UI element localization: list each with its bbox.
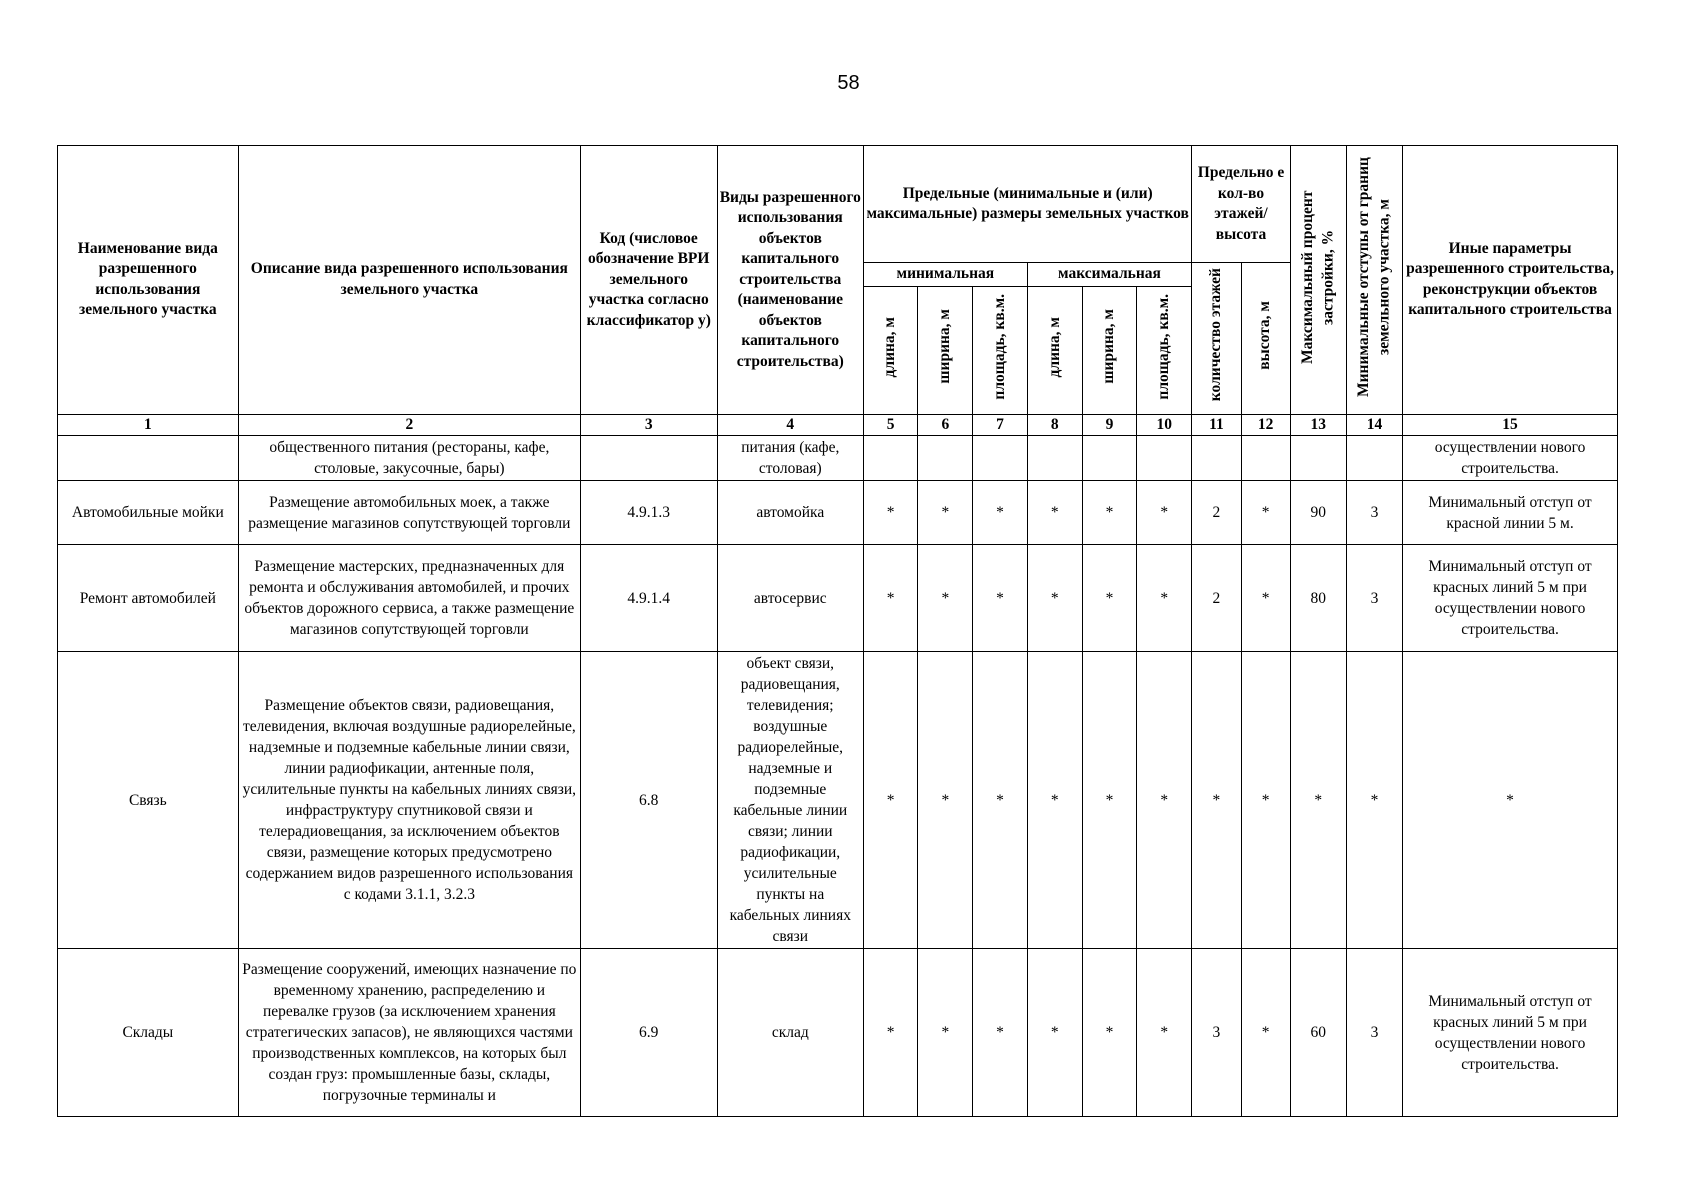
cell-value: * bbox=[1192, 652, 1241, 949]
cell-code bbox=[580, 436, 717, 481]
cell-value: * bbox=[1137, 949, 1192, 1117]
header-length-min: длина, м bbox=[864, 286, 918, 414]
table-row bbox=[58, 949, 1618, 1117]
cell-value: 2 bbox=[1192, 481, 1241, 545]
cell-value bbox=[1346, 436, 1402, 481]
table-row bbox=[58, 545, 1618, 652]
cell-types: склад bbox=[717, 949, 864, 1117]
cell-other: Минимальный отступ от красной линии 5 м. bbox=[1403, 481, 1618, 545]
header-floors-count: количество этажей bbox=[1192, 263, 1241, 415]
column-number: 4 bbox=[717, 414, 864, 436]
cell-code: 6.8 bbox=[580, 652, 717, 949]
cell-value: * bbox=[864, 481, 918, 545]
cell-types: питания (кафе, столовая) bbox=[717, 436, 864, 481]
cell-other: осуществлении нового строительства. bbox=[1403, 436, 1618, 481]
cell-value bbox=[1027, 436, 1082, 481]
cell-value: 3 bbox=[1192, 949, 1241, 1117]
header-name: Наименование вида разрешенного использования земельного участка bbox=[58, 146, 239, 415]
cell-name: Склады bbox=[58, 949, 239, 1117]
cell-value: * bbox=[918, 949, 973, 1117]
cell-value bbox=[1290, 436, 1346, 481]
page-number: 58 bbox=[837, 72, 860, 94]
cell-value: * bbox=[1241, 949, 1290, 1117]
cell-description: Размещение автомобильных моек, а также размещение магазинов сопутствующей торговли bbox=[238, 481, 580, 545]
cell-description: Размещение мастерских, предназначенных для ремонта и обслуживания автомобилей, и прочих объектов дорожного сервиса, а также размещение магазинов сопутствующей торговли bbox=[238, 545, 580, 652]
cell-value: * bbox=[973, 949, 1027, 1117]
header-width-max: ширина, м bbox=[1082, 286, 1136, 414]
cell-value: 3 bbox=[1346, 545, 1402, 652]
cell-value: * bbox=[1137, 652, 1192, 949]
cell-value: * bbox=[864, 545, 918, 652]
header-area-min: площадь, кв.м. bbox=[973, 286, 1027, 414]
cell-other: * bbox=[1403, 652, 1618, 949]
land-use-table bbox=[57, 145, 1618, 1117]
header-max-group: максимальная bbox=[1027, 263, 1192, 287]
header-width-min: ширина, м bbox=[918, 286, 973, 414]
cell-value bbox=[918, 436, 973, 481]
table-row bbox=[58, 481, 1618, 545]
column-number: 7 bbox=[973, 414, 1027, 436]
cell-name: Связь bbox=[58, 652, 239, 949]
cell-value: * bbox=[1082, 949, 1136, 1117]
cell-value bbox=[1137, 436, 1192, 481]
cell-value bbox=[1192, 436, 1241, 481]
cell-value: * bbox=[864, 949, 918, 1117]
header-max-build-percent: Максимальный процент застройки, % bbox=[1290, 146, 1346, 415]
header-code: Код (числовое обозначение ВРИ земельного участка согласно классификатор у) bbox=[580, 146, 717, 415]
column-number: 11 bbox=[1192, 414, 1241, 436]
cell-name: Автомобильные мойки bbox=[58, 481, 239, 545]
cell-code: 4.9.1.4 bbox=[580, 545, 717, 652]
cell-value: 60 bbox=[1290, 949, 1346, 1117]
cell-types: объект связи, радиовещания, телевидения; воздушные радиорелейные, надземные и подземные кабельные линии связи; линии радиофикации, усилительные пункты на кабельных линиях связи bbox=[717, 652, 864, 949]
cell-value: * bbox=[1241, 481, 1290, 545]
column-number: 15 bbox=[1403, 414, 1618, 436]
cell-value: * bbox=[918, 545, 973, 652]
header-other-params: Иные параметры разрешенного строительства, реконструкции объектов капитального строительства bbox=[1403, 146, 1618, 415]
cell-types: автомойка bbox=[717, 481, 864, 545]
header-min-indent: Минимальные отступы от границ земельного участка, м bbox=[1346, 146, 1402, 415]
cell-value: * bbox=[1027, 652, 1082, 949]
column-number: 1 bbox=[58, 414, 239, 436]
cell-value: * bbox=[1082, 545, 1136, 652]
cell-value: * bbox=[864, 652, 918, 949]
header-types: Виды разрешенного использования объектов капитального строительства (наименование объектов капитального строительства) bbox=[717, 146, 864, 415]
cell-value: 2 bbox=[1192, 545, 1241, 652]
cell-description: Размещение сооружений, имеющих назначение по временному хранению, распределению и перевалке грузов (за исключением хранения стратегических запасов), не являющихся частями производственных комплексов, на которых был создан груз: промышленные базы, склады, погрузочные терминалы и bbox=[238, 949, 580, 1117]
column-number: 13 bbox=[1290, 414, 1346, 436]
cell-value: * bbox=[1082, 481, 1136, 545]
cell-value: * bbox=[918, 481, 973, 545]
cell-value bbox=[1082, 436, 1136, 481]
cell-value: * bbox=[1082, 652, 1136, 949]
cell-code: 6.9 bbox=[580, 949, 717, 1117]
cell-value: * bbox=[1346, 652, 1402, 949]
column-number: 5 bbox=[864, 414, 918, 436]
header-sizes-group: Предельные (минимальные и (или) максимальные) размеры земельных участков bbox=[864, 146, 1192, 263]
header-length-max: длина, м bbox=[1027, 286, 1082, 414]
cell-value: 3 bbox=[1346, 949, 1402, 1117]
cell-value bbox=[1241, 436, 1290, 481]
cell-value: * bbox=[1137, 545, 1192, 652]
header-area-max: площадь, кв.м. bbox=[1137, 286, 1192, 414]
cell-other: Минимальный отступ от красных линий 5 м при осуществлении нового строительства. bbox=[1403, 545, 1618, 652]
header-min-group: минимальная bbox=[864, 263, 1028, 287]
cell-value bbox=[973, 436, 1027, 481]
table-row bbox=[58, 652, 1618, 949]
cell-value: * bbox=[973, 652, 1027, 949]
cell-other: Минимальный отступ от красных линий 5 м при осуществлении нового строительства. bbox=[1403, 949, 1618, 1117]
cell-types: автосервис bbox=[717, 545, 864, 652]
column-number: 14 bbox=[1346, 414, 1402, 436]
column-number: 10 bbox=[1137, 414, 1192, 436]
cell-description: Размещение объектов связи, радиовещания, телевидения, включая воздушные радиорелейные, надземные и подземные кабельные линии связи, линии радиофикации, антенные поля, усилительные пункты на кабельных линиях связи, инфраструктуру спутниковой связи и телерадиовещания, за исключением объектов связи, размещение которых предусмотрено содержанием видов разрешенного использования с кодами 3.1.1, 3.2.3 bbox=[238, 652, 580, 949]
header-height: высота, м bbox=[1241, 263, 1290, 415]
column-number: 9 bbox=[1082, 414, 1136, 436]
cell-value: * bbox=[973, 545, 1027, 652]
header-floors-group: Предельно е кол-во этажей/ высота bbox=[1192, 146, 1290, 263]
cell-code: 4.9.1.3 bbox=[580, 481, 717, 545]
cell-value: * bbox=[1137, 481, 1192, 545]
cell-description: общественного питания (рестораны, кафе, столовые, закусочные, бары) bbox=[238, 436, 580, 481]
column-number: 2 bbox=[238, 414, 580, 436]
cell-value: 3 bbox=[1346, 481, 1402, 545]
cell-value: 80 bbox=[1290, 545, 1346, 652]
cell-value bbox=[864, 436, 918, 481]
cell-value: 90 bbox=[1290, 481, 1346, 545]
column-number: 8 bbox=[1027, 414, 1082, 436]
cell-name: Ремонт автомобилей bbox=[58, 545, 239, 652]
cell-value: * bbox=[1027, 545, 1082, 652]
header-description: Описание вида разрешенного использования земельного участка bbox=[238, 146, 580, 415]
table-row bbox=[58, 436, 1618, 481]
cell-value: * bbox=[1290, 652, 1346, 949]
cell-value: * bbox=[918, 652, 973, 949]
cell-value: * bbox=[1027, 481, 1082, 545]
cell-value: * bbox=[1027, 949, 1082, 1117]
cell-value: * bbox=[973, 481, 1027, 545]
column-number: 12 bbox=[1241, 414, 1290, 436]
column-number: 3 bbox=[580, 414, 717, 436]
cell-value: * bbox=[1241, 652, 1290, 949]
column-number: 6 bbox=[918, 414, 973, 436]
cell-value: * bbox=[1241, 545, 1290, 652]
cell-name bbox=[58, 436, 239, 481]
